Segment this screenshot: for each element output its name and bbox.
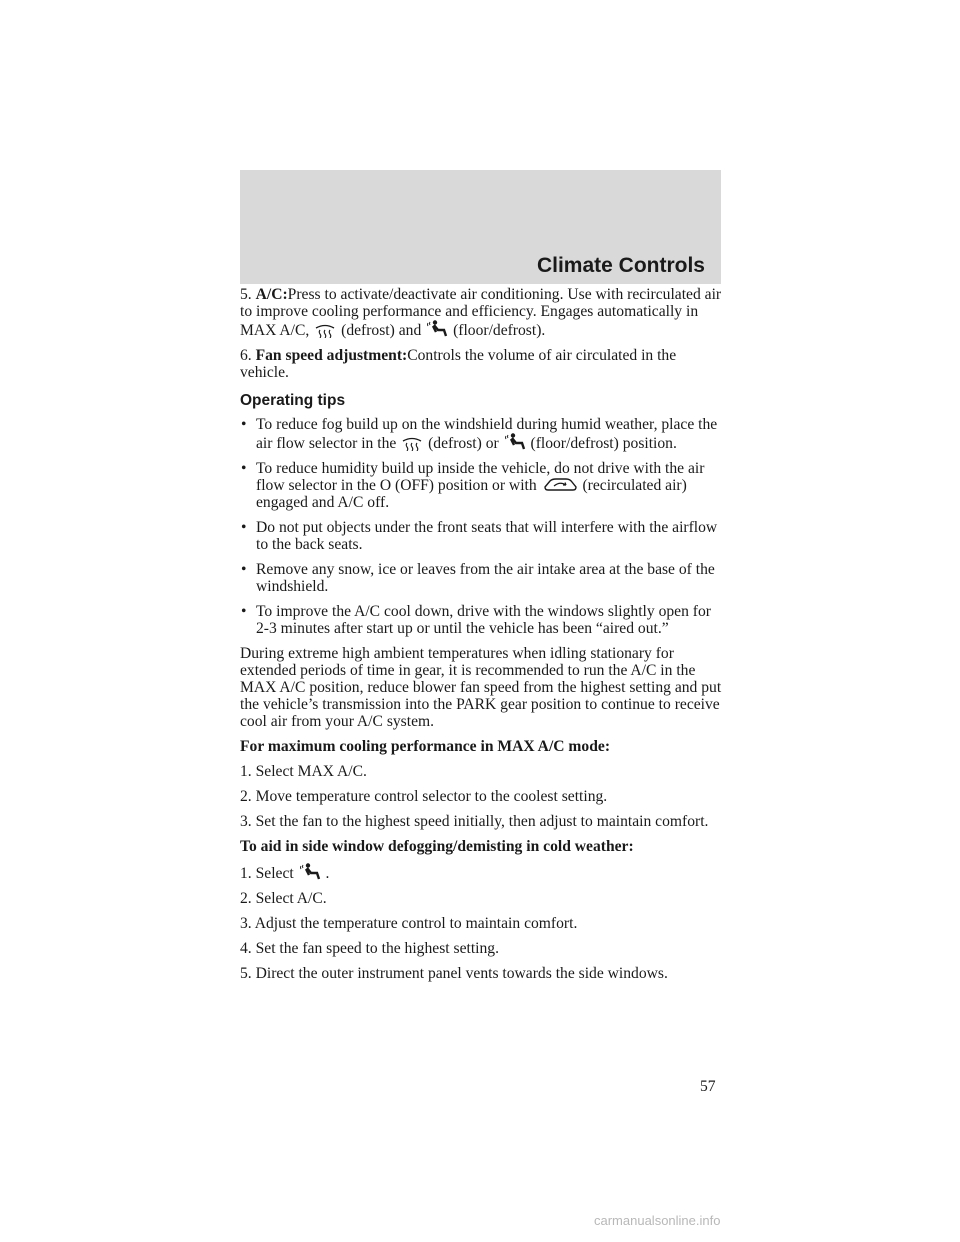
max-ac-step: 2. Move temperature control selector to the coolest setting. bbox=[240, 788, 608, 805]
floor-defrost-icon bbox=[504, 433, 526, 451]
defog-step: 2. Select A/C. bbox=[240, 890, 327, 907]
item-ac-term: A/C: bbox=[255, 286, 288, 303]
page-title: Climate Controls bbox=[536, 254, 705, 277]
operating-tips-heading: Operating tips bbox=[240, 392, 346, 409]
floor-defrost-icon bbox=[299, 863, 321, 881]
max-ac-step: 3. Set the fan to the highest speed initially, then adjust to maintain comfort. bbox=[240, 813, 709, 830]
list-item: • To improve the A/C cool down, drive with the windows slightly open for 2-3 minutes after start up or until the vehicle has been “aired out.” bbox=[241, 603, 711, 637]
list-item: • To reduce humidity build up inside the vehicle, do not drive with the air flow selector in the O (OFF) position or with (recirculated air) engaged and A/C off. bbox=[241, 460, 705, 511]
header-band bbox=[240, 170, 721, 284]
item-fan-term: Fan speed adjustment: bbox=[255, 347, 408, 364]
list-item: • Remove any snow, ice or leaves from the air intake area at the base of the windshield. bbox=[241, 561, 715, 595]
floor-defrost-icon bbox=[426, 320, 448, 338]
list-item: • Do not put objects under the front seats that will interfere with the airflow to the back seats. bbox=[241, 519, 718, 553]
tips-list bbox=[240, 416, 724, 637]
item-fan: 6. Fan speed adjustment:Controls the volume of air circulated in the vehicle. bbox=[240, 347, 677, 381]
defrost-icon bbox=[401, 437, 423, 451]
recirculated-air-icon bbox=[542, 477, 578, 493]
defog-step: 3. Adjust the temperature control to maintain comfort. bbox=[240, 915, 578, 932]
list-item: • To reduce fog build up on the windshield during humid weather, place the air flow selector in the (defrost) or (floor/defrost) position. bbox=[241, 416, 718, 452]
max-ac-heading: For maximum cooling performance in MAX A/C mode: bbox=[240, 738, 611, 755]
extreme-temperature-paragraph: During extreme high ambient temperatures when idling stationary for extended periods of time in gear, it is recommended to run the A/C in the MAX A/C position, reduce blower fan speed from the highest setting and put the vehicle’s transmission into the PARK gear position to continue to receive cool air from your A/C system. bbox=[240, 645, 722, 730]
defrost-icon bbox=[314, 324, 336, 338]
max-ac-step: 1. Select MAX A/C. bbox=[240, 763, 367, 780]
item-ac: 5. A/C:Press to activate/deactivate air conditioning. Use with recirculated air to improve cooling performance and efficiency. Engages automatically in MAX A/C, (defrost) and (floor/defrost). bbox=[240, 286, 722, 339]
defog-step: 4. Set the fan speed to the highest setting. bbox=[240, 940, 499, 957]
defog-step: 1. Select . bbox=[240, 865, 330, 882]
page-number: 57 bbox=[700, 1078, 716, 1095]
defog-step: 5. Direct the outer instrument panel vents towards the side windows. bbox=[240, 965, 668, 982]
page-content bbox=[240, 286, 724, 990]
watermark: carmanualsonline.info bbox=[594, 1213, 721, 1228]
defog-heading: To aid in side window defogging/demisting in cold weather: bbox=[240, 838, 634, 855]
